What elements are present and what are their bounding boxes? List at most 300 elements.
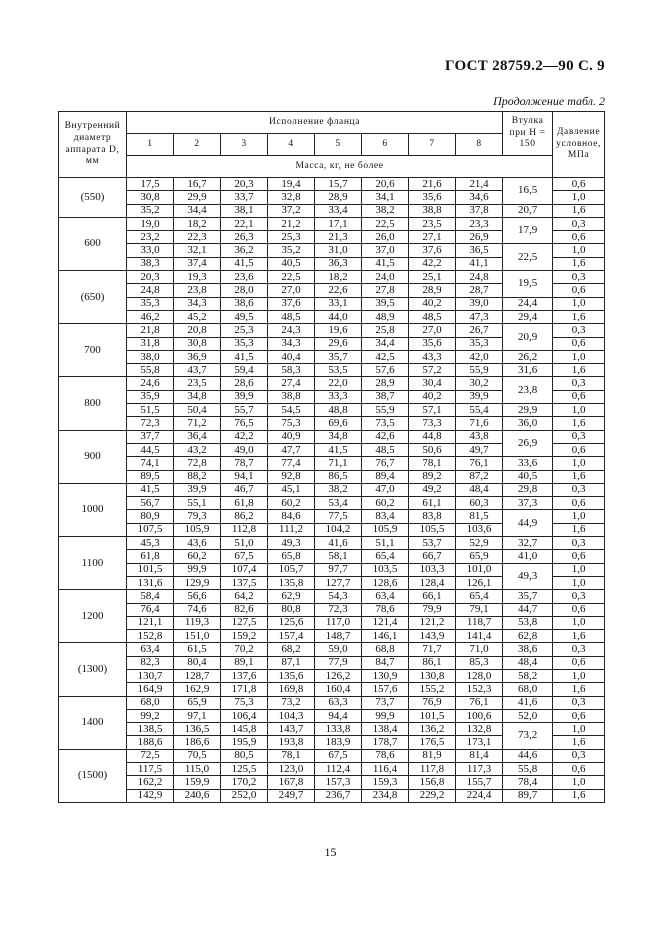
hub-mass-cell: 33,6 <box>503 457 553 470</box>
table-row <box>59 324 605 337</box>
flange-number: 2 <box>174 134 221 156</box>
mass-cell: 87,1 <box>268 656 315 669</box>
mass-cell: 24,3 <box>268 324 315 337</box>
mass-cell: 128,4 <box>409 576 456 589</box>
mass-cell: 104,2 <box>315 523 362 536</box>
mass-cell: 78,6 <box>362 603 409 616</box>
mass-cell: 51,5 <box>127 404 174 417</box>
mass-cell: 84,6 <box>268 510 315 523</box>
mass-cell: 36,2 <box>221 244 268 257</box>
mass-cell: 70,2 <box>221 643 268 656</box>
column-header-diameter: Внутренний диаметр аппарата D, мм <box>59 112 127 178</box>
table-row <box>59 763 605 776</box>
mass-cell: 75,3 <box>268 417 315 430</box>
mass-cell: 43,2 <box>174 443 221 456</box>
mass-cell: 42,2 <box>409 257 456 270</box>
mass-cell: 21,4 <box>456 178 503 191</box>
mass-cell: 80,5 <box>221 749 268 762</box>
table-row <box>59 404 605 417</box>
mass-cell: 35,3 <box>127 297 174 310</box>
mass-cell: 76,7 <box>362 457 409 470</box>
mass-cell: 60,2 <box>362 497 409 510</box>
mass-cell: 58,4 <box>127 590 174 603</box>
mass-cell: 65,9 <box>456 550 503 563</box>
mass-cell: 26,0 <box>362 231 409 244</box>
mass-cell: 19,0 <box>127 217 174 230</box>
mass-cell: 126,2 <box>315 669 362 682</box>
mass-cell: 36,5 <box>456 244 503 257</box>
mass-cell: 72,3 <box>127 417 174 430</box>
mass-cell: 125,5 <box>221 763 268 776</box>
pressure-cell: 0,6 <box>553 763 605 776</box>
mass-cell: 22,3 <box>174 231 221 244</box>
mass-cell: 99,2 <box>127 709 174 722</box>
mass-cell: 164,9 <box>127 683 174 696</box>
mass-cell: 33,4 <box>315 204 362 217</box>
mass-cell: 38,6 <box>221 297 268 310</box>
mass-cell: 43,6 <box>174 537 221 550</box>
mass-cell: 72,8 <box>174 457 221 470</box>
hub-mass-cell: 16,5 <box>503 178 553 205</box>
mass-cell: 41,5 <box>221 350 268 363</box>
hub-mass-cell: 55,8 <box>503 763 553 776</box>
mass-cell: 146,1 <box>362 630 409 643</box>
mass-cell: 101,5 <box>127 563 174 576</box>
mass-cell: 23,5 <box>174 377 221 390</box>
mass-cell: 78,7 <box>221 457 268 470</box>
table-row <box>59 417 605 430</box>
mass-cell: 72,5 <box>127 749 174 762</box>
column-header-flange: Исполнение фланца <box>127 112 503 134</box>
table-row <box>59 683 605 696</box>
mass-cell: 101,0 <box>456 563 503 576</box>
mass-cell: 234,8 <box>362 789 409 802</box>
flange-number: 1 <box>127 134 174 156</box>
pressure-cell: 1,0 <box>553 457 605 470</box>
mass-cell: 28,6 <box>221 377 268 390</box>
mass-cell: 76,5 <box>221 417 268 430</box>
mass-cell: 77,4 <box>268 457 315 470</box>
mass-cell: 48,5 <box>362 443 409 456</box>
flange-number: 5 <box>315 134 362 156</box>
mass-cell: 25,3 <box>268 231 315 244</box>
mass-cell: 28,9 <box>315 191 362 204</box>
table-row <box>59 297 605 310</box>
mass-cell: 34,1 <box>362 191 409 204</box>
mass-cell: 49,7 <box>456 443 503 456</box>
mass-cell: 65,4 <box>456 590 503 603</box>
mass-cell: 22,6 <box>315 284 362 297</box>
mass-cell: 145,8 <box>221 723 268 736</box>
table-row <box>59 204 605 217</box>
mass-cell: 76,9 <box>409 696 456 709</box>
hub-mass-cell: 20,7 <box>503 204 553 217</box>
mass-cell: 65,4 <box>362 550 409 563</box>
mass-cell: 135,8 <box>268 576 315 589</box>
pressure-cell: 0,3 <box>553 324 605 337</box>
mass-cell: 48,9 <box>362 310 409 323</box>
mass-cell: 126,1 <box>456 576 503 589</box>
pressure-cell: 1,6 <box>553 523 605 536</box>
mass-cell: 157,3 <box>315 776 362 789</box>
mass-cell: 31,8 <box>127 337 174 350</box>
pressure-cell: 1,6 <box>553 204 605 217</box>
pressure-cell: 0,3 <box>553 430 605 443</box>
mass-cell: 156,8 <box>409 776 456 789</box>
mass-cell: 50,4 <box>174 404 221 417</box>
mass-cell: 53,4 <box>315 497 362 510</box>
table-continuation-label: Продолжение табл. 2 <box>493 94 605 108</box>
mass-cell: 48,5 <box>409 310 456 323</box>
pressure-cell: 0,6 <box>553 656 605 669</box>
table-body <box>59 178 605 803</box>
mass-cell: 79,3 <box>174 510 221 523</box>
table-row <box>59 457 605 470</box>
mass-cell: 66,1 <box>409 590 456 603</box>
mass-cell: 73,7 <box>362 696 409 709</box>
pressure-cell: 0,6 <box>553 550 605 563</box>
mass-cell: 24,6 <box>127 377 174 390</box>
table-row <box>59 563 605 576</box>
mass-cell: 34,6 <box>456 191 503 204</box>
mass-cell: 100,6 <box>456 709 503 722</box>
mass-cell: 105,9 <box>362 523 409 536</box>
mass-cell: 37,7 <box>127 430 174 443</box>
mass-cell: 57,6 <box>362 364 409 377</box>
mass-cell: 38,2 <box>362 204 409 217</box>
mass-cell: 64,2 <box>221 590 268 603</box>
mass-cell: 38,2 <box>315 483 362 496</box>
mass-cell: 55,4 <box>456 404 503 417</box>
hub-mass-cell: 41,6 <box>503 696 553 709</box>
pressure-cell: 1,0 <box>553 776 605 789</box>
mass-cell: 34,8 <box>174 390 221 403</box>
mass-cell: 28,0 <box>221 284 268 297</box>
mass-cell: 22,5 <box>362 217 409 230</box>
pressure-cell: 1,0 <box>553 616 605 629</box>
mass-cell: 49,5 <box>221 310 268 323</box>
hub-mass-cell: 40,5 <box>503 470 553 483</box>
mass-cell: 50,6 <box>409 443 456 456</box>
mass-cell: 28,9 <box>362 377 409 390</box>
mass-cell: 44,8 <box>409 430 456 443</box>
mass-cell: 41,6 <box>315 537 362 550</box>
pressure-cell: 0,3 <box>553 377 605 390</box>
mass-cell: 117,5 <box>127 763 174 776</box>
mass-cell: 74,1 <box>127 457 174 470</box>
mass-cell: 36,3 <box>315 257 362 270</box>
mass-cell: 121,4 <box>362 616 409 629</box>
hub-mass-cell: 38,6 <box>503 643 553 656</box>
mass-cell: 83,8 <box>409 510 456 523</box>
mass-cell: 107,5 <box>127 523 174 536</box>
mass-cell: 26,3 <box>221 231 268 244</box>
mass-cell: 105,9 <box>174 523 221 536</box>
mass-cell: 38,8 <box>409 204 456 217</box>
mass-cell: 117,3 <box>456 763 503 776</box>
mass-cell: 68,0 <box>127 696 174 709</box>
mass-cell: 54,3 <box>315 590 362 603</box>
pressure-cell: 0,3 <box>553 271 605 284</box>
mass-cell: 143,9 <box>409 630 456 643</box>
pressure-cell: 0,6 <box>553 178 605 191</box>
hub-mass-cell: 89,7 <box>503 789 553 802</box>
mass-cell: 157,6 <box>362 683 409 696</box>
mass-cell: 148,7 <box>315 630 362 643</box>
mass-cell: 76,4 <box>127 603 174 616</box>
table-row <box>59 656 605 669</box>
mass-cell: 188,6 <box>127 736 174 749</box>
mass-cell: 58,1 <box>315 550 362 563</box>
hub-mass-cell: 44,7 <box>503 603 553 616</box>
hub-mass-cell: 37,3 <box>503 497 553 510</box>
pressure-cell: 0,3 <box>553 696 605 709</box>
mass-cell: 55,9 <box>456 364 503 377</box>
diameter-cell: 1400 <box>59 696 127 749</box>
mass-cell: 117,0 <box>315 616 362 629</box>
mass-cell: 78,1 <box>268 749 315 762</box>
mass-cell: 77,9 <box>315 656 362 669</box>
pressure-cell: 0,3 <box>553 217 605 230</box>
mass-cell: 137,5 <box>221 576 268 589</box>
flange-mass-table <box>58 111 605 803</box>
mass-cell: 60,2 <box>268 497 315 510</box>
mass-cell: 38,3 <box>127 257 174 270</box>
mass-cell: 127,7 <box>315 576 362 589</box>
mass-cell: 42,5 <box>362 350 409 363</box>
mass-cell: 23,2 <box>127 231 174 244</box>
mass-cell: 176,5 <box>409 736 456 749</box>
mass-cell: 130,7 <box>127 669 174 682</box>
mass-cell: 24,8 <box>456 271 503 284</box>
mass-cell: 224,4 <box>456 789 503 802</box>
mass-cell: 73,3 <box>409 417 456 430</box>
mass-cell: 157,4 <box>268 630 315 643</box>
mass-cell: 22,5 <box>268 271 315 284</box>
mass-cell: 89,2 <box>409 470 456 483</box>
mass-cell: 105,7 <box>268 563 315 576</box>
mass-cell: 54,5 <box>268 404 315 417</box>
mass-cell: 34,3 <box>174 297 221 310</box>
hub-mass-cell: 20,9 <box>503 324 553 351</box>
mass-cell: 229,2 <box>409 789 456 802</box>
pressure-cell: 1,6 <box>553 789 605 802</box>
pressure-cell: 0,6 <box>553 709 605 722</box>
hub-mass-cell: 17,9 <box>503 217 553 244</box>
mass-cell: 92,8 <box>268 470 315 483</box>
mass-cell: 88,2 <box>174 470 221 483</box>
table-row <box>59 550 605 563</box>
mass-cell: 18,2 <box>315 271 362 284</box>
mass-cell: 23,3 <box>456 217 503 230</box>
mass-cell: 160,4 <box>315 683 362 696</box>
mass-cell: 136,2 <box>409 723 456 736</box>
mass-cell: 81,5 <box>456 510 503 523</box>
mass-cell: 39,5 <box>362 297 409 310</box>
mass-cell: 152,3 <box>456 683 503 696</box>
flange-number: 7 <box>409 134 456 156</box>
mass-cell: 34,4 <box>174 204 221 217</box>
table-row <box>59 430 605 443</box>
flange-number: 4 <box>268 134 315 156</box>
mass-cell: 24,0 <box>362 271 409 284</box>
table-row <box>59 310 605 323</box>
mass-cell: 35,3 <box>221 337 268 350</box>
mass-cell: 40,5 <box>268 257 315 270</box>
mass-cell: 82,6 <box>221 603 268 616</box>
pressure-cell: 0,3 <box>553 483 605 496</box>
mass-cell: 27,0 <box>409 324 456 337</box>
mass-cell: 97,1 <box>174 709 221 722</box>
mass-cell: 128,0 <box>456 669 503 682</box>
mass-cell: 38,0 <box>127 350 174 363</box>
mass-cell: 119,3 <box>174 616 221 629</box>
mass-cell: 236,7 <box>315 789 362 802</box>
mass-cell: 61,5 <box>174 643 221 656</box>
table-row <box>59 590 605 603</box>
table-row <box>59 696 605 709</box>
table-row <box>59 630 605 643</box>
table-row <box>59 749 605 762</box>
mass-cell: 80,4 <box>174 656 221 669</box>
mass-cell: 27,1 <box>409 231 456 244</box>
mass-cell: 61,8 <box>221 497 268 510</box>
mass-cell: 57,2 <box>409 364 456 377</box>
mass-caption: Масса, кг, не более <box>127 156 553 178</box>
mass-cell: 171,8 <box>221 683 268 696</box>
mass-cell: 55,9 <box>362 404 409 417</box>
mass-cell: 178,7 <box>362 736 409 749</box>
pressure-cell: 0,6 <box>553 603 605 616</box>
mass-cell: 65,8 <box>268 550 315 563</box>
pressure-cell: 1,0 <box>553 669 605 682</box>
table-row <box>59 244 605 257</box>
mass-cell: 21,6 <box>409 178 456 191</box>
mass-cell: 71,0 <box>456 643 503 656</box>
mass-cell: 23,6 <box>221 271 268 284</box>
mass-cell: 87,2 <box>456 470 503 483</box>
hub-mass-cell: 36,0 <box>503 417 553 430</box>
table-row <box>59 669 605 682</box>
mass-cell: 25,3 <box>221 324 268 337</box>
mass-cell: 35,3 <box>456 337 503 350</box>
mass-cell: 37,6 <box>409 244 456 257</box>
mass-cell: 35,6 <box>409 337 456 350</box>
pressure-cell: 1,0 <box>553 244 605 257</box>
mass-cell: 30,8 <box>127 191 174 204</box>
mass-cell: 45,3 <box>127 537 174 550</box>
diameter-cell: 800 <box>59 377 127 430</box>
mass-cell: 35,9 <box>127 390 174 403</box>
mass-cell: 55,8 <box>127 364 174 377</box>
mass-cell: 51,1 <box>362 537 409 550</box>
mass-cell: 41,5 <box>362 257 409 270</box>
table-row <box>59 510 605 523</box>
mass-cell: 143,7 <box>268 723 315 736</box>
mass-cell: 46,2 <box>127 310 174 323</box>
table-row <box>59 709 605 722</box>
pressure-cell: 1,0 <box>553 404 605 417</box>
mass-cell: 18,2 <box>174 217 221 230</box>
diameter-cell: (550) <box>59 178 127 218</box>
diameter-cell: (650) <box>59 271 127 324</box>
hub-mass-cell: 24,4 <box>503 297 553 310</box>
mass-cell: 36,9 <box>174 350 221 363</box>
mass-cell: 30,4 <box>409 377 456 390</box>
mass-cell: 26,9 <box>456 231 503 244</box>
mass-cell: 19,6 <box>315 324 362 337</box>
mass-cell: 89,4 <box>362 470 409 483</box>
mass-cell: 136,5 <box>174 723 221 736</box>
mass-cell: 37,6 <box>268 297 315 310</box>
mass-cell: 37,8 <box>456 204 503 217</box>
mass-cell: 47,0 <box>362 483 409 496</box>
mass-cell: 39,9 <box>174 483 221 496</box>
diameter-cell: (1500) <box>59 749 127 802</box>
mass-cell: 74,6 <box>174 603 221 616</box>
mass-cell: 40,2 <box>409 390 456 403</box>
mass-cell: 86,1 <box>409 656 456 669</box>
mass-cell: 151,0 <box>174 630 221 643</box>
mass-cell: 23,8 <box>174 284 221 297</box>
mass-cell: 47,3 <box>456 310 503 323</box>
mass-cell: 33,1 <box>315 297 362 310</box>
diameter-cell: 1000 <box>59 483 127 536</box>
mass-cell: 20,6 <box>362 178 409 191</box>
pressure-cell: 1,6 <box>553 736 605 749</box>
mass-cell: 101,5 <box>409 709 456 722</box>
mass-cell: 73,5 <box>362 417 409 430</box>
mass-cell: 132,8 <box>456 723 503 736</box>
pressure-cell: 0,3 <box>553 537 605 550</box>
mass-cell: 162,9 <box>174 683 221 696</box>
mass-cell: 71,6 <box>456 417 503 430</box>
mass-cell: 128,6 <box>362 576 409 589</box>
mass-cell: 34,4 <box>362 337 409 350</box>
mass-cell: 48,4 <box>456 483 503 496</box>
mass-cell: 35,2 <box>268 244 315 257</box>
mass-cell: 152,8 <box>127 630 174 643</box>
mass-cell: 46,7 <box>221 483 268 496</box>
mass-cell: 48,5 <box>268 310 315 323</box>
mass-cell: 112,4 <box>315 763 362 776</box>
mass-cell: 17,1 <box>315 217 362 230</box>
mass-cell: 121,2 <box>409 616 456 629</box>
mass-cell: 123,0 <box>268 763 315 776</box>
mass-cell: 21,3 <box>315 231 362 244</box>
hub-mass-cell: 62,8 <box>503 630 553 643</box>
mass-cell: 99,9 <box>174 563 221 576</box>
mass-cell: 86,5 <box>315 470 362 483</box>
mass-cell: 38,8 <box>268 390 315 403</box>
mass-cell: 107,4 <box>221 563 268 576</box>
pressure-cell: 1,6 <box>553 310 605 323</box>
hub-mass-cell: 78,4 <box>503 776 553 789</box>
mass-cell: 23,5 <box>409 217 456 230</box>
hub-mass-cell: 49,3 <box>503 563 553 590</box>
hub-mass-cell: 32,7 <box>503 537 553 550</box>
flange-number: 8 <box>456 134 503 156</box>
mass-cell: 38,1 <box>221 204 268 217</box>
mass-cell: 40,2 <box>409 297 456 310</box>
hub-mass-cell: 26,9 <box>503 430 553 457</box>
pressure-cell: 1,0 <box>553 576 605 589</box>
mass-cell: 63,4 <box>127 643 174 656</box>
mass-cell: 130,8 <box>409 669 456 682</box>
mass-cell: 76,1 <box>456 696 503 709</box>
mass-cell: 51,0 <box>221 537 268 550</box>
mass-cell: 78,1 <box>409 457 456 470</box>
